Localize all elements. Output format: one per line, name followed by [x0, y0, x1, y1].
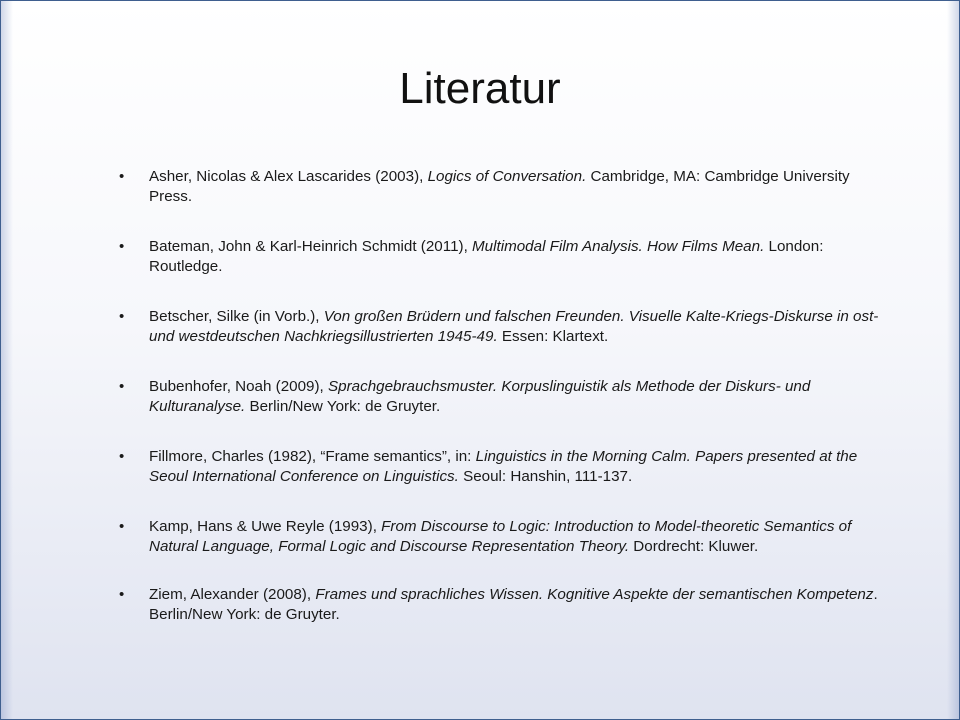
reference-title-text: Multimodal Film Analysis. How Films Mean.: [472, 238, 765, 255]
reference-title-text: Linguistics in the Morning Calm. Papers presented at the Seoul International Conference on Linguistics.: [149, 448, 858, 485]
reference-item: [119, 447, 889, 487]
reference-item: [119, 307, 889, 347]
reference-title-text: Von großen Brüdern und falschen Freunden. Visuelle Kalte-Kriegs-Diskurse in ost- und westdeutschen Nachkriegsillustrierten 1945-49.: [149, 308, 879, 345]
reference-text: London: Routledge.: [149, 238, 824, 275]
reference-title-text: From Discourse to Logic: Introduction to Model-theoretic Semantics of Natural Language, Formal Logic and Discourse Representation Theory.: [149, 518, 852, 555]
reference-text: Betscher, Silke (in Vorb.),: [149, 308, 324, 325]
bullet-icon: •: [119, 586, 125, 603]
reference-item: [119, 167, 889, 207]
reference-text: Cambridge, MA: Cambridge University Press.: [149, 168, 850, 205]
bullet-icon: •: [119, 518, 125, 535]
bullet-icon: •: [119, 168, 125, 185]
reference-text: Seoul: Hanshin, 111-137.: [458, 468, 633, 485]
reference-text: Bateman, John & Karl-Heinrich Schmidt (2011),: [149, 238, 473, 255]
reference-text: Ziem, Alexander (2008),: [149, 586, 316, 603]
reference-text: Kamp, Hans & Uwe Reyle (1993),: [149, 518, 382, 535]
bullet-icon: •: [119, 308, 125, 325]
reference-item: [119, 377, 889, 417]
reference-title-text: Frames und sprachliches Wissen. Kognitive Aspekte der semantischen Kompetenz: [315, 586, 874, 603]
slide-title: Literatur: [399, 64, 561, 113]
reference-list: [119, 167, 889, 655]
reference-text: Bubenhofer, Noah (2009),: [149, 378, 329, 395]
bullet-icon: •: [119, 238, 125, 255]
bullet-icon: •: [119, 378, 125, 395]
reference-text: Dordrecht: Kluwer.: [629, 538, 759, 555]
reference-text: Berlin/New York: de Gruyter.: [245, 398, 441, 415]
reference-item: [119, 517, 889, 557]
reference-text: . Berlin/New York: de Gruyter.: [149, 586, 878, 623]
bullet-icon: •: [119, 448, 125, 465]
reference-title-text: Logics of Conversation.: [427, 168, 587, 185]
reference-text: Essen: Klartext.: [497, 328, 609, 345]
reference-text: Asher, Nicolas & Alex Lascarides (2003),: [149, 168, 428, 185]
reference-item: [119, 585, 889, 625]
reference-text: Fillmore, Charles (1982), “Frame semantics”, in:: [149, 448, 476, 465]
reference-item: [119, 237, 889, 277]
reference-title-text: Sprachgebrauchsmuster. Korpuslinguistik als Methode der Diskurs- und Kulturanalyse.: [149, 378, 811, 415]
